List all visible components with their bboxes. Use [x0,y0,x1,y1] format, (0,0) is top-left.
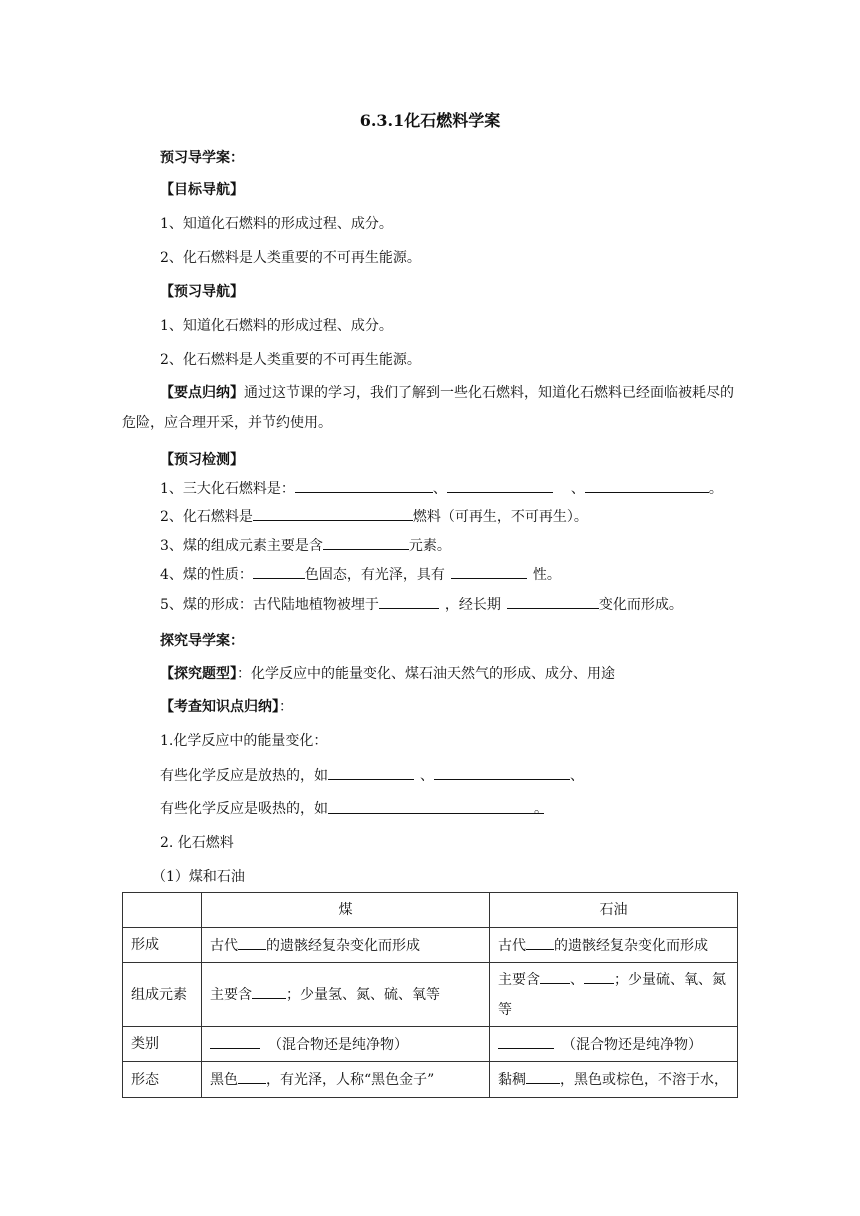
question-1: 1、三大化石燃料是： 、 、 。 [160,478,723,499]
goal-item: 2、化石燃料是人类重要的不可再生能源。 [160,250,421,266]
row-label-formation: 形成 [123,928,202,963]
question-4: 4、煤的性质： 色固态，有光泽，具有 性。 [160,564,561,585]
answer-blank[interactable] [253,506,413,521]
table-header-oil: 石油 [490,893,738,928]
document-title: 6.3.1化石燃料学案 [359,111,501,130]
answer-blank[interactable] [584,969,614,984]
question-3: 3、煤的组成元素主要是含 元素。 [160,535,451,556]
answer-blank[interactable] [507,594,599,609]
knowledge-item-1: 1.化学反应中的能量变化： [160,733,328,749]
knowledge-item-2: 2. 化石燃料 [160,835,234,851]
guide-item: 1、知道化石燃料的形成过程、成分。 [160,318,393,334]
table-header-coal: 煤 [202,893,490,928]
summary-text: 通过这节课的学习，我们了解到一些化石燃料，知道化石燃料已经面临被耗尽的危险，应合理开采，并节约使用。 [122,385,734,431]
oil-state-cell: 黏稠 ，黑色或棕色，不溶于水， [490,1062,738,1098]
summary-paragraph [122,378,734,438]
answer-blank[interactable] [540,969,570,984]
sub-heading-coal-oil: （1）煤和石油 [152,869,245,885]
explore-type-text: ：化学反应中的能量变化、煤石油天然气的形成、成分、用途 [237,666,615,682]
answer-blank[interactable] [238,1069,266,1084]
coal-oil-table [122,892,738,1098]
answer-blank[interactable] [447,478,553,493]
answer-blank[interactable] [328,765,414,780]
explore-heading: 探究导学案： [160,633,244,649]
row-label-type: 类别 [123,1027,202,1062]
answer-blank[interactable]: 。 [328,799,544,814]
answer-blank[interactable] [451,564,527,579]
answer-blank[interactable] [295,478,433,493]
answer-blank[interactable] [253,564,305,579]
answer-blank[interactable] [252,984,286,999]
answer-blank[interactable] [379,594,439,609]
oil-formation-cell: 古代 的遗骸经复杂变化而形成 [490,928,738,963]
summary-label: 【要点归纳】 [160,385,244,401]
preview-heading: 预习导学案： [160,150,244,166]
question-2: 2、化石燃料是 燃料（可再生，不可再生）。 [160,506,588,527]
row-label-elements: 组成元素 [123,963,202,1027]
table-row [123,1027,738,1062]
coal-state-cell: 黑色 ，有光泽，人称“黑色金子” [202,1062,490,1098]
question-5: 5、煤的形成：古代陆地植物被埋于 ，经长期 变化而形成。 [160,594,683,615]
explore-type-label: 【探究题型】 [160,666,237,682]
table-row [123,963,738,1027]
table-row [123,928,738,963]
table-row [123,1062,738,1098]
oil-elements-cell: 主要含 、 ；少量硫、氧、氮等 [490,963,738,1027]
explore-type [160,664,615,684]
answer-blank[interactable] [238,935,266,950]
answer-blank[interactable] [585,478,709,493]
knowledge-heading: 【考查知识点归纳】： [160,699,293,715]
coal-elements-cell: 主要含 ；少量氢、氮、硫、氧等 [202,963,490,1027]
table-header-cell [123,893,202,928]
endothermic-line: 有些化学反应是吸热的，如 。 [160,801,548,817]
oil-type-cell: （混合物还是纯净物） [490,1027,738,1062]
guide-heading: 【预习导航】 [160,284,244,300]
table-header-row [123,893,738,928]
answer-blank[interactable] [498,1034,554,1049]
coal-formation-cell: 古代 的遗骸经复杂变化而形成 [202,928,490,963]
answer-blank[interactable] [323,535,409,550]
exothermic-line: 有些化学反应是放热的，如 、 、 [160,765,584,786]
answer-blank[interactable] [526,1069,560,1084]
goal-heading: 【目标导航】 [160,182,244,198]
coal-type-cell: （混合物还是纯净物） [202,1027,490,1062]
row-label-state: 形态 [123,1062,202,1098]
answer-blank[interactable] [210,1034,260,1049]
answer-blank[interactable] [526,935,554,950]
answer-blank[interactable] [434,765,570,780]
goal-item: 1、知道化石燃料的形成过程、成分。 [160,216,393,232]
check-heading: 【预习检测】 [160,452,244,468]
guide-item: 2、化石燃料是人类重要的不可再生能源。 [160,352,421,368]
